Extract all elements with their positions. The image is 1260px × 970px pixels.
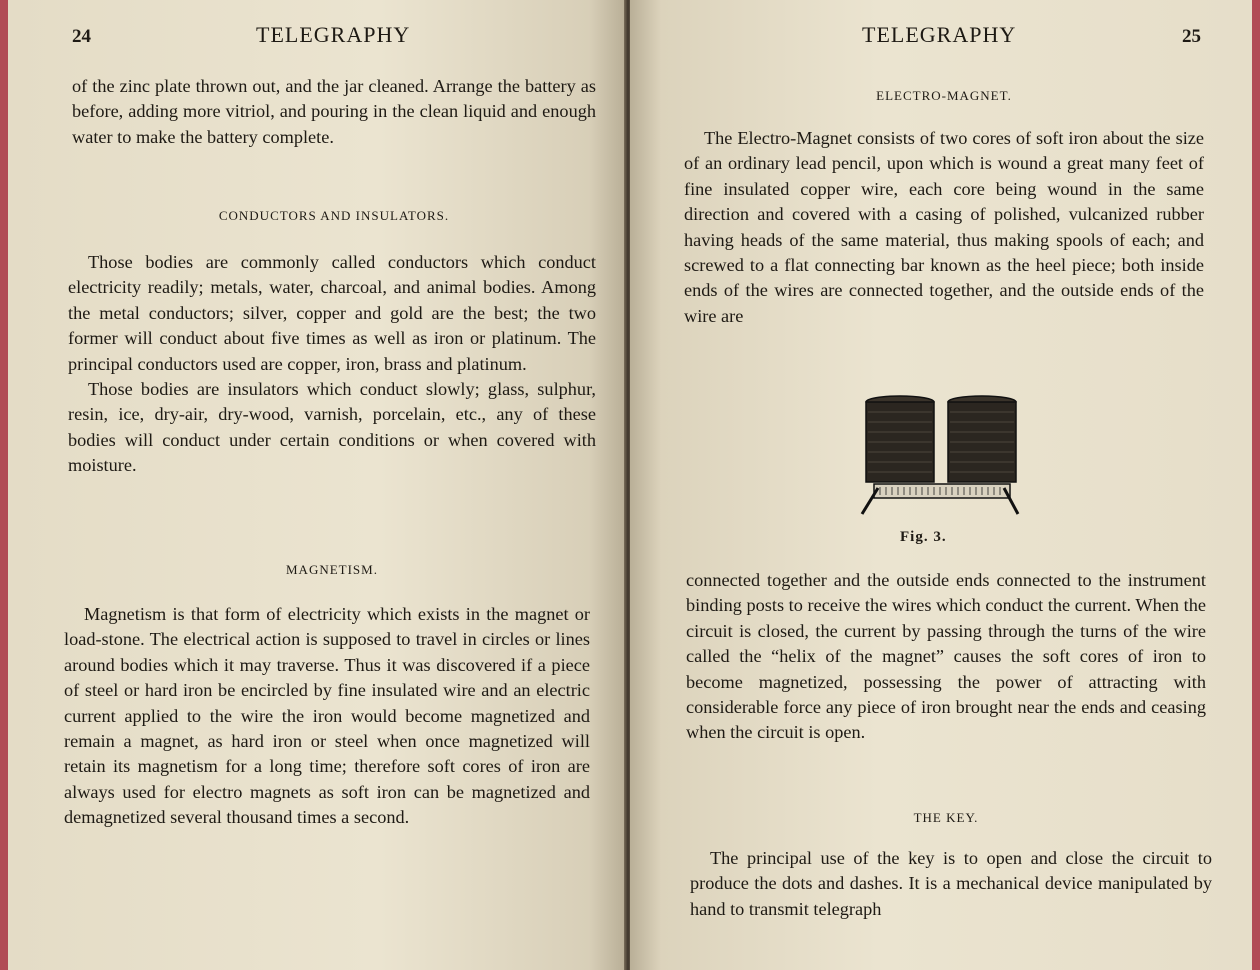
right-page	[630, 0, 1252, 970]
section-heading-conductors: CONDUCTORS AND INSULATORS.	[218, 208, 450, 223]
page-number: 25	[1182, 26, 1201, 47]
paragraph: Those bodies are insulators which conduct slowly; glass, sulphur, resin, ice, dry-air, dry-wood, varnish, porcelain, etc., any of these bodies will conduct under certain conditions or when covered with moisture.	[68, 379, 596, 476]
section-heading-electro-magnet: ELECTRO-MAGNET.	[876, 88, 1012, 103]
paragraph: connected together and the outside ends connected to the instrument binding posts to receive the wires which conduct the current. When the circuit is closed, the current by passing through the turns of the wire called the “helix of the magnet” causes the soft cores of iron to become magnetized, possessing the power of attracting with considerable force any piece of iron brought near the ends and ceasing when the circuit is open.	[686, 570, 1206, 743]
figure-caption: Fig. 3.	[900, 529, 947, 545]
conductors-text	[68, 250, 596, 479]
section-heading-magnetism: MAGNETISM.	[286, 562, 378, 577]
paragraph: Magnetism is that form of electricity which exists in the magnet or load-stone. The electrical action is supposed to travel in circles or lines around bodies which it may traverse. Thus it was discovered if a piece of steel or hard iron be encircled by fine insulated wire and an electric current applied to the wire the iron would become magnetized and remain a magnet, as hard iron or steel when once magnetized will retain its magnetism for a long time; therefore soft cores of iron are always used for electro magnets as soft iron can be magnetized and demagnetized several thousand times a second.	[64, 604, 590, 828]
paragraph: Those bodies are commonly called conductors which conduct electricity readily; metals, water, charcoal, and animal bodies. Among the metal conductors; silver, copper and gold are the best; the two former will conduct about five times as well as iron or platinum. The principal conductors used are copper, iron, brass and platinum.	[68, 252, 596, 374]
electro-magnet-text	[684, 126, 1204, 329]
paragraph: The Electro-Magnet consists of two cores of soft iron about the size of an ordinary lead pencil, upon which is wound a great many feet of fine insulated copper wire, each core being wound in the same direction and covered with a casing of polished, vulcanized rubber having heads of the same material, thus making spools of each; and screwed to a flat connecting bar known as the heel piece; both inside ends of the wires are connected together, and the outside ends of the wire are	[684, 128, 1204, 326]
electro-magnet-illustration	[860, 392, 1022, 516]
magnetism-text	[64, 602, 590, 831]
electro-magnet-figure	[860, 392, 1022, 516]
continuation-paragraph: of the zinc plate thrown out, and the jar cleaned. Arrange the battery as before, adding more vitriol, and pouring in the clean liquid and enough water to make the battery complete.	[72, 76, 596, 147]
running-head: TELEGRAPHY	[862, 22, 1017, 47]
paragraph: The principal use of the key is to open and close the circuit to produce the dots and dashes. It is a mechanical device manipulated by hand to transmit telegraph	[690, 848, 1212, 919]
left-page	[8, 0, 626, 970]
page-number: 24	[72, 26, 91, 47]
section-heading-key: THE KEY.	[913, 810, 979, 825]
key-text	[690, 846, 1212, 922]
running-head: TELEGRAPHY	[256, 22, 411, 47]
electro-magnet-text-continued	[686, 568, 1206, 746]
